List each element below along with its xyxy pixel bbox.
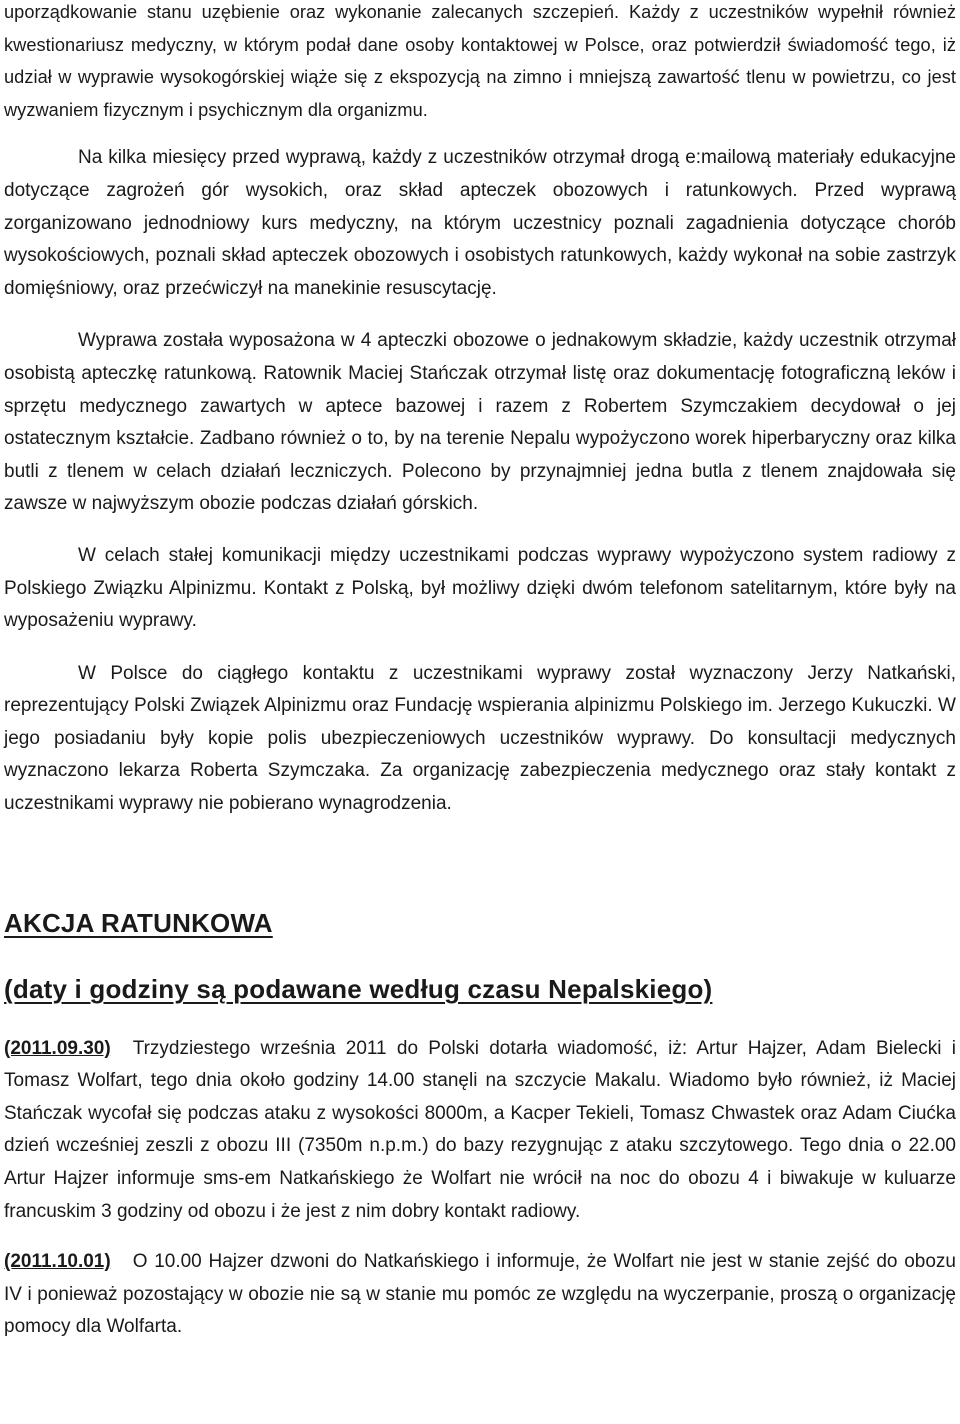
timeline-entry (4, 1033, 956, 1229)
intro-section (4, 0, 956, 126)
paragraph-communication: W celach stałej komunikacji między uczestnikami podczas wyprawy wypożyczono system radiowy z Polskiego Związku Alpinizmu. Kontakt z Polską, był możliwy dzięki dwóm telefonom satelitarnym, które były na wyposażeniu wyprawy. (4, 544, 956, 632)
entry-date: (2011.10.01) (4, 1251, 111, 1273)
paragraph-contact-poland: W Polsce do ciągłego kontaktu z uczestnikami wyprawy został wyznaczony Jerzy Natkański, reprezentujący Polski Związek Alpinizmu oraz Fundację wspierania alpinizmu Polskiego im. Jerzego Kukuczki. W jego posiadaniu były kopie polis ubezpieczeniowych uczestników wyprawy. Do konsultacji medycznych wyznaczono lekarza Roberta Szymczaka. Za organizację zabezpieczenia medycznego oraz stały kontakt z uczestnikami wyprawy nie pobierano wynagrodzenia. (4, 662, 956, 815)
paragraph-education: Na kilka miesięcy przed wyprawą, każdy z uczestników otrzymał drogą e:mailową materiały edukacyjne dotyczące zagrożeń gór wysokich, oraz skład apteczek obozowych i ratunkowych. Przed wyprawą zorganizowano jednodniowy kurs medyczny, na którym uczestnicy poznali zagadnienia dotyczące chorób wysokościowych, poznali skład apteczek obozowych i osobistych ratunkowych, każdy wykonał na sobie zastrzyk domięśniowy, oraz przećwiczył na manekinie resuscytację. (4, 147, 956, 299)
section-subtitle: (daty i godziny są podawane według czasu Nepalskiego) (4, 973, 713, 1004)
entry-text: O 10.00 Hajzer dzwoni do Natkańskiego i informuje, że Wolfart nie jest w stanie zejść do obozu IV i ponieważ pozostający w obozie nie są w stanie mu pomóc ze względu na wyczerpanie, proszą o organizację pomocy dla Wolfarta. (4, 1251, 956, 1338)
entry-text: Trzydziestego września 2011 do Polski dotarła wiadomość, iż: Artur Hajzer, Adam Bielecki i Tomasz Wolfart, tego dnia około godziny 14.00 stanęli na szczycie Makalu. Wiadomo było również, iż Maciej Stańczak wycofał się podczas ataku z wysokości 8000m, a Kacper Tekieli, Tomasz Chwastek oraz Adam Ciućka dzień wcześniej zeszli z obozu III (7350m n.p.m.) do bazy rezygnując z ataku szczytowego. Tego dnia o 22.00 Artur Hajzer informuje sms-em Natkańskiego że Wolfart nie wrócił na noc do obozu 4 i biwakuje w kuluarze francuskim 3 godziny od obozu i że jest z nim dobry kontakt radiowy. (4, 1037, 956, 1222)
section-title: AKCJA RATUNKOWA (4, 907, 273, 938)
paragraph-equipment: Wyprawa została wyposażona w 4 apteczki obozowe o jednakowym składzie, każdy uczestnik otrzymał osobistą apteczkę ratunkową. Ratownik Maciej Stańczak otrzymał listę oraz dokumentację fotograficzną leków i sprzętu medycznego zawartych w aptece bazowej i razem z Robertem Szymczakiem decydował o jej ostatecznym kształcie. Zadbano również o to, by na terenie Nepalu wypożyczono worek hiperbaryczny oraz kilka butli z tlenem w celach działań leczniczych. Polecono by przynajmniej jedna butla z tlenem znajdowała się zawsze w najwyższym obozie podczas działań górskich. (4, 330, 956, 515)
document-page (4, 0, 956, 1344)
timeline-entry (4, 1246, 956, 1344)
entry-date: (2011.09.30) (4, 1037, 111, 1059)
paragraph-preparation: uporządkowanie stanu uzębienie oraz wykonanie zalecanych szczepień. Każdy z uczestników wypełnił również kwestionariusz medyczny, w którym podał dane osoby kontaktowej w Polsce, oraz potwierdził świadomość tego, iż udział w wyprawie wysokogórskiej wiąże się z ekspozycją na zimno i mniejszą zawartość tlenu w powietrzu, co jest wyzwaniem fizycznym i psychicznym dla organizmu. (4, 2, 956, 120)
